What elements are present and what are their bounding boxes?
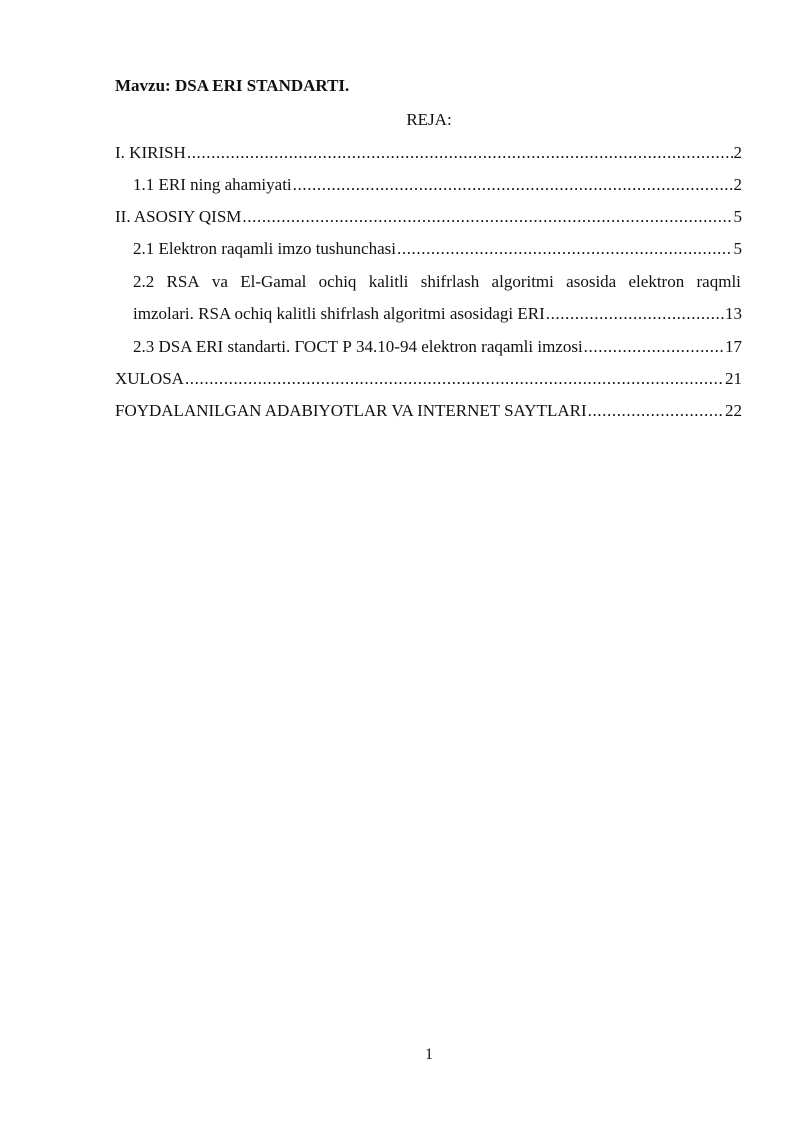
toc-entry-word: ochiq (318, 272, 357, 291)
toc-entry-label: 2.3 DSA ERI standarti. ГОСТ Р 34.10-94 elektron raqamli imzosi (133, 337, 583, 356)
toc-entry-word: kalitli (368, 272, 409, 291)
plan-heading: REJA: (406, 110, 452, 129)
toc-leader-dots (185, 368, 724, 390)
toc-entry-elektron-imzo[interactable] (133, 238, 742, 260)
toc-entry-word: va (211, 272, 228, 291)
toc-entry-rsa-elgamal-line2[interactable] (133, 303, 742, 325)
toc-entry-word: shifrlash (420, 272, 480, 291)
document-topic: Mavzu: DSA ERI STANDARTI. (115, 76, 350, 95)
toc-entry-label: imzolari. RSA ochiq kalitli shifrlash algoritmi asosidagi ERI (133, 304, 545, 323)
toc-entry-word: RSA (166, 272, 200, 291)
toc-entry-kirish[interactable] (115, 142, 742, 164)
toc-page-number: 5 (733, 239, 742, 258)
toc-entry-adabiyotlar[interactable] (115, 400, 742, 422)
toc-page-number: 2 (733, 143, 742, 162)
toc-page-number: 21 (725, 369, 742, 388)
toc-entry-word: raqmli (696, 272, 741, 291)
page-number: 1 (425, 1046, 433, 1063)
toc-leader-dots (546, 303, 724, 325)
toc-leader-dots (187, 142, 733, 164)
toc-page-number: 17 (725, 337, 742, 356)
toc-entry-word: asosida (566, 272, 617, 291)
toc-entry-word: El-Gamal (240, 272, 307, 291)
toc-page-number: 13 (725, 304, 742, 323)
toc-page-number: 22 (725, 401, 742, 420)
toc-entry-word: algoritmi (491, 272, 554, 291)
toc-entry-label: XULOSA (115, 369, 184, 388)
toc-entry-word: 2.2 (133, 272, 155, 291)
toc-leader-dots (588, 400, 724, 422)
toc-entry-asosiy-qism[interactable] (115, 206, 742, 228)
toc-page-number: 2 (733, 175, 742, 194)
toc-leader-dots (397, 238, 733, 260)
toc-entry-label: I. KIRISH (115, 143, 186, 162)
toc-entry-label: 2.1 Elektron raqamli imzo tushunchasi (133, 239, 396, 258)
toc-entry-eri-ahamiyati[interactable] (133, 174, 742, 196)
toc-entry-label: 1.1 ERI ning ahamiyati (133, 175, 292, 194)
toc-entry-rsa-elgamal-line1[interactable] (133, 271, 741, 293)
toc-entry-label: FOYDALANILGAN ADABIYOTLAR VA INTERNET SAYTLARI (115, 401, 587, 420)
toc-leader-dots (293, 174, 733, 196)
toc-entry-dsa-standarti[interactable] (133, 336, 742, 358)
toc-entry-xulosa[interactable] (115, 368, 742, 390)
toc-entry-word: elektron (628, 272, 685, 291)
toc-leader-dots (242, 206, 732, 228)
toc-entry-label: II. ASOSIY QISM (115, 207, 242, 226)
toc-leader-dots (584, 336, 724, 358)
toc-page-number: 5 (733, 207, 742, 226)
